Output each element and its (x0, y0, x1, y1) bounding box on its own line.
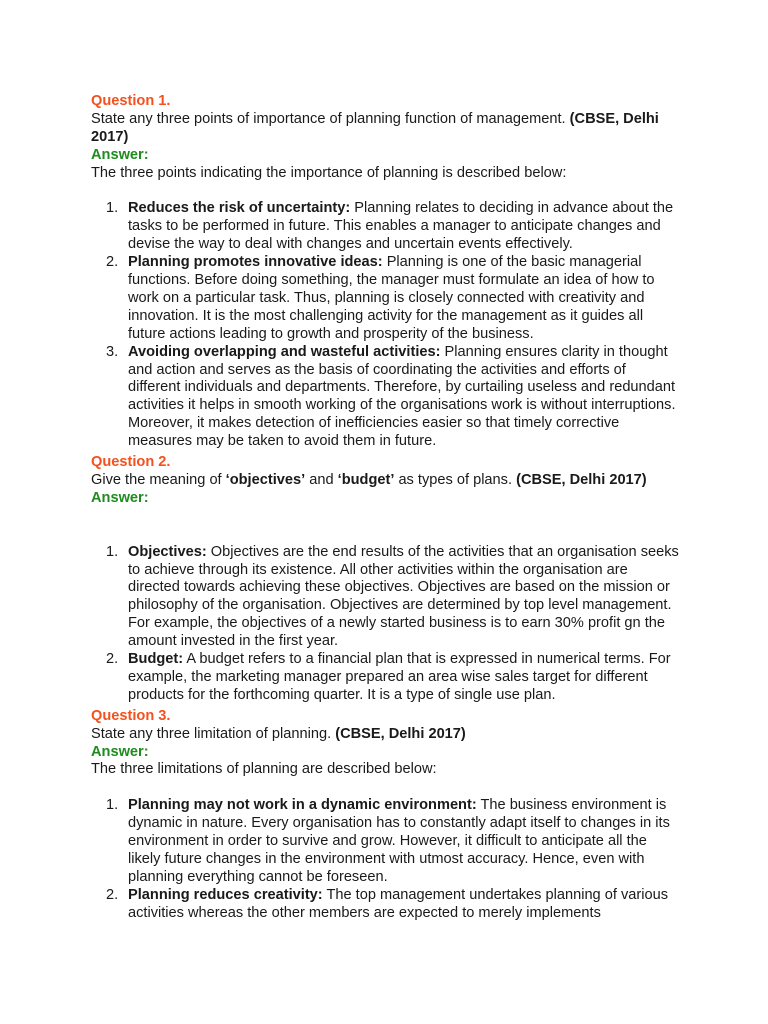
item-text: The business environment is dynamic in nature. Every organisation has to constantly adapt itself to changes in its environment in order to survive and grow. However, it difficult to anticipate all the likely future changes in the environment with utmost accuracy. Hence, even with planning everything cannot be foreseen. (128, 797, 670, 885)
answer-label: Answer: (91, 146, 149, 163)
question-3 (91, 708, 681, 923)
blank-line (91, 508, 681, 526)
list-number: 1. (106, 543, 119, 560)
question-1 (91, 93, 681, 451)
question-body-start: Give the meaning of (91, 472, 226, 489)
list-item (91, 254, 681, 344)
question-2 (91, 454, 681, 705)
item-title: Budget: (128, 651, 184, 668)
question-source: (CBSE, Delhi 2017) (335, 725, 466, 742)
question-body: State any three limitation of planning. (91, 725, 336, 742)
item-title: Planning promotes innovative ideas: (128, 254, 383, 271)
list-item (91, 544, 681, 651)
question-source: (CBSE, Delhi 2017) (91, 110, 659, 145)
item-title: Planning reduces creativity: (128, 886, 323, 903)
question-text (91, 726, 681, 744)
question-body-mid: and (305, 472, 338, 489)
item-text: Objectives are the end results of the activities that an organisation seeks to achieve through its existence. All other activities within the organisation are directed towards achieving these objectives. Objectives are based on the mission or philosophy of the organisation. Objectives are determined by top level management. For example, the objectives of a newly started business is to earn 30% profit gn the amount invested in the first year. (128, 543, 679, 650)
question-body-end: as types of plans. (394, 472, 517, 489)
question-text (91, 111, 681, 147)
answer-list (91, 200, 681, 451)
list-number: 1. (106, 200, 119, 217)
document-content (91, 93, 681, 923)
question-label: Question 2. (91, 454, 171, 471)
question-text (91, 472, 681, 490)
question-label: Question 1. (91, 93, 171, 109)
item-title: Avoiding overlapping and wasteful activities: (128, 343, 441, 360)
item-text: Planning relates to deciding in advance about the tasks to be performed in future. This enables a manager to anticipate changes and devise the way to deal with changes and uncertain events effectively. (128, 200, 674, 253)
answer-list (91, 797, 681, 922)
item-title: Reduces the risk of uncertainty: (128, 200, 351, 217)
item-title: Planning may not work in a dynamic environment: (128, 797, 477, 814)
answer-label: Answer: (91, 489, 149, 506)
item-text: Planning is one of the basic managerial functions. Before doing something, the manager must formulate an idea of how to work on a particular task. Thus, planning is closely connected with creativity and innovation. It is the most challenging activity for the management as it guides all future actions leading to growth and prosperity of the business. (128, 254, 655, 342)
answer-intro: The three points indicating the importance of planning is described below: (91, 164, 567, 181)
list-number: 3. (106, 343, 119, 360)
list-number: 1. (106, 797, 119, 814)
item-text: Planning ensures clarity in thought and action and serves as the basis of coordinating the activities and efforts of different individuals and departments. Therefore, by curtailing useless and redundant activities it helps in smooth working of the organisations work is without interruptions. Moreover, it makes detection of inefficiencies easier so that timely corrective measures may be taken to avoid them in future. (128, 343, 676, 450)
item-text: The top management undertakes planning of various activities whereas the other members are expected to merely implements (128, 886, 668, 921)
answer-label: Answer: (91, 743, 149, 760)
answer-intro: The three limitations of planning are described below: (91, 761, 437, 778)
list-number: 2. (106, 651, 119, 668)
question-source: (CBSE, Delhi 2017) (516, 472, 647, 489)
list-item (91, 797, 681, 887)
list-number: 2. (106, 254, 119, 271)
question-label: Question 3. (91, 707, 171, 724)
question-body: State any three points of importance of planning function of management. (91, 110, 566, 127)
term-budget: ‘budget’ (337, 472, 395, 489)
item-text: A budget refers to a financial plan that is expressed in numerical terms. For example, the marketing manager prepared an area wise sales target for different products for the forthcoming quarter. It is a type of single use plan. (128, 651, 671, 703)
list-item (91, 200, 681, 254)
list-number: 2. (106, 886, 119, 903)
term-objectives: ‘objectives’ (225, 472, 306, 489)
list-item (91, 344, 681, 451)
list-item (91, 887, 681, 923)
item-title: Objectives: (128, 543, 207, 560)
list-item (91, 651, 681, 705)
answer-list (91, 544, 681, 705)
